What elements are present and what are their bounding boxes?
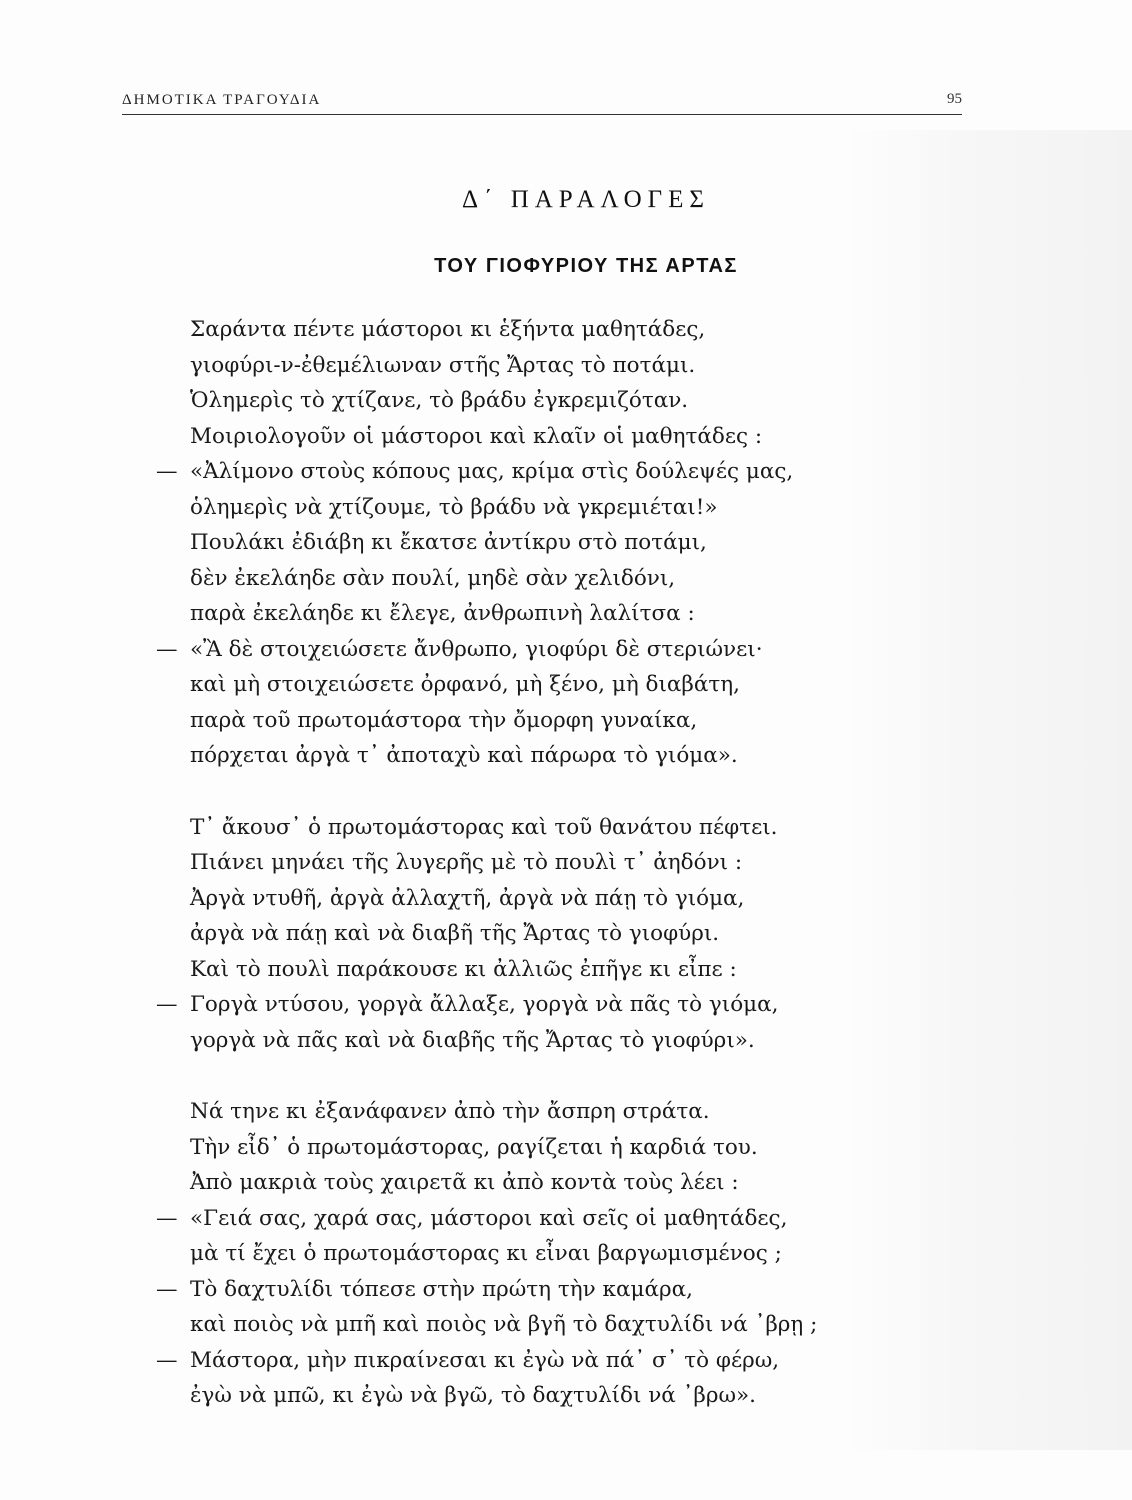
poem-line: [156, 632, 876, 668]
poem-body: [156, 312, 876, 1414]
poem-line: [156, 454, 876, 490]
poem-line: [156, 1236, 876, 1272]
poem-line: [156, 1378, 876, 1414]
poem-line: [156, 810, 876, 846]
dialogue-dash: —: [156, 459, 178, 484]
poem-line: [156, 312, 876, 348]
poem-line-text: Ἀργὰ ντυθῆ, ἀργὰ ἀλλαχτῆ, ἀργὰ νὰ πάῃ τὸ γιόμα,: [190, 885, 745, 911]
bleed-through-shading: [840, 130, 1132, 1450]
poem-line: [156, 1130, 876, 1166]
poem-line-text: Νά τηνε κι ἐξανάφανεν ἀπὸ τὴν ἄσπρη στράτα.: [190, 1099, 710, 1124]
poem-line: [156, 1343, 876, 1379]
poem-line: [156, 348, 876, 384]
poem-line: [156, 561, 876, 597]
poem-line-text: «Ἀλίμονο στοὺς κόπους μας, κρίμα στὶς δούλεψές μας,: [190, 459, 794, 484]
poem-line: [156, 1023, 876, 1059]
poem-line-text: καὶ μὴ στοιχειώσετε ὀρφανό, μὴ ξένο, μὴ διαβάτη,: [190, 672, 740, 697]
poem-title: ΤΟΥ ΓΙΟΦΥΡΙΟΥ ΤΗΣ ΑΡΤΑΣ: [434, 255, 738, 277]
poem-line: [156, 490, 876, 526]
poem-line-text: μὰ τί ἔχει ὁ πρωτομάστορας κι εἶναι βαργωμισμένος ;: [190, 1241, 782, 1266]
poem-line: [156, 525, 876, 561]
poem-line-text: γοργὰ νὰ πᾶς καὶ νὰ διαβῆς τῆς Ἄρτας τὸ γιοφύρι».: [190, 1027, 755, 1053]
poem-line-text: Ὁλημερὶς τὸ χτίζανε, τὸ βράδυ ἐγκρεμιζόταν.: [190, 388, 689, 413]
poem-line: [156, 738, 876, 774]
poem-line: [156, 667, 876, 703]
poem-line-text: Σαράντα πέντε μάστοροι κι ἑξήντα μαθητάδες,: [190, 317, 706, 342]
poem-line-text: Πιάνει μηνάει τῆς λυγερῆς μὲ τὸ πουλὶ τ᾽ ἀηδόνι :: [190, 850, 743, 875]
poem-line: [156, 419, 876, 455]
poem-line-text: Ἀπὸ μακριὰ τοὺς χαιρετᾶ κι ἀπὸ κοντὰ τοὺς λέει :: [190, 1170, 739, 1195]
dialogue-dash: —: [156, 1276, 178, 1302]
poem-line: [156, 383, 876, 419]
poem-line: [156, 1272, 876, 1308]
poem-line-text: ἀργὰ νὰ πάῃ καὶ νὰ διαβῆ τῆς Ἄρτας τὸ γιοφύρι.: [190, 921, 720, 946]
poem-line-text: παρὰ ἐκελάηδε κι ἔλεγε, ἀνθρωπινὴ λαλίτσα :: [190, 601, 695, 626]
poem-line-text: Τὸ δαχτυλίδι τόπεσε στὴν πρώτη τὴν καμάρα,: [190, 1276, 693, 1302]
poem-line-text: ἐγὼ νὰ μπῶ, κι ἐγὼ νὰ βγῶ, τὸ δαχτυλίδι νά ᾽βρω».: [190, 1383, 756, 1408]
poem-line: [156, 845, 876, 881]
dialogue-dash: —: [156, 992, 178, 1017]
poem-line-text: Γοργὰ ντύσου, γοργὰ ἄλλαξε, γοργὰ νὰ πᾶς τὸ γιόμα,: [190, 992, 779, 1017]
stanza-gap: [156, 1058, 876, 1094]
poem-line: [156, 952, 876, 988]
running-title: ΔΗΜΟΤΙΚΑ ΤΡΑΓΟΥΔΙΑ: [122, 92, 322, 108]
poem-line-text: Τὴν εἶδ᾽ ὁ πρωτομάστορας, ραγίζεται ἡ καρδιά του.: [190, 1134, 758, 1160]
poem-line-text: Καὶ τὸ πουλὶ παράκουσε κι ἀλλιῶς ἐπῆγε κι εἶπε :: [190, 956, 737, 982]
poem-line-text: «Ἂ δὲ στοιχειώσετε ἄνθρωπο, γιοφύρι δὲ στεριώνει·: [190, 636, 763, 662]
poem-line: [156, 1094, 876, 1130]
page-number: 95: [947, 91, 962, 107]
poem-line-text: «Γειά σας, χαρά σας, μάστοροι καὶ σεῖς οἱ μαθητάδες,: [190, 1205, 788, 1231]
poem-line-text: γιοφύρι-ν-ἐθεμέλιωναν στῆς Ἄρτας τὸ ποτάμι.: [190, 352, 696, 378]
poem-line-text: Μάστορα, μὴν πικραίνεσαι κι ἐγὼ νὰ πά᾽ σ᾽ τὸ φέρω,: [190, 1347, 780, 1373]
poem-line-text: ὁλημερὶς νὰ χτίζουμε, τὸ βράδυ νὰ γκρεμιέται!»: [190, 494, 718, 520]
poem-line: [156, 1307, 876, 1343]
running-header: [122, 88, 962, 115]
poem-line: [156, 987, 876, 1023]
poem-line-text: Πουλάκι ἐδιάβη κι ἔκατσε ἀντίκρυ στὸ ποτάμι,: [190, 530, 707, 555]
poem-line-text: καὶ ποιὸς νὰ μπῆ καὶ ποιὸς νὰ βγῆ τὸ δαχτυλίδι νά ᾽βρῃ ;: [190, 1312, 818, 1337]
poem-line-text: Τ᾽ ἄκουσ᾽ ὁ πρωτομάστορας καὶ τοῦ θανάτου πέφτει.: [190, 814, 778, 840]
poem-line: [156, 881, 876, 917]
poem-line-text: παρὰ τοῦ πρωτομάστορα τὴν ὄμορφη γυναίκα,: [190, 707, 698, 733]
poem-line-text: πόρχεται ἀργὰ τ᾽ ἀποταχὺ καὶ πάρωρα τὸ γιόμα».: [190, 743, 738, 768]
dialogue-dash: —: [156, 1347, 178, 1373]
poem-line: [156, 916, 876, 952]
stanza-gap: [156, 774, 876, 810]
poem-line: [156, 703, 876, 739]
dialogue-dash: —: [156, 1205, 178, 1231]
poem-line-text: Μοιριολογοῦν οἱ μάστοροι καὶ κλαῖν οἱ μαθητάδες :: [190, 423, 763, 449]
poem-line-text: δὲν ἐκελάηδε σὰν πουλί, μηδὲ σὰν χελιδόνι,: [190, 565, 676, 591]
poem-line: [156, 1165, 876, 1201]
section-title: Δ΄ ΠΑΡΑΛΟΓΕΣ: [462, 186, 710, 213]
poem-line: [156, 596, 876, 632]
poem-line: [156, 1201, 876, 1237]
dialogue-dash: —: [156, 636, 178, 662]
